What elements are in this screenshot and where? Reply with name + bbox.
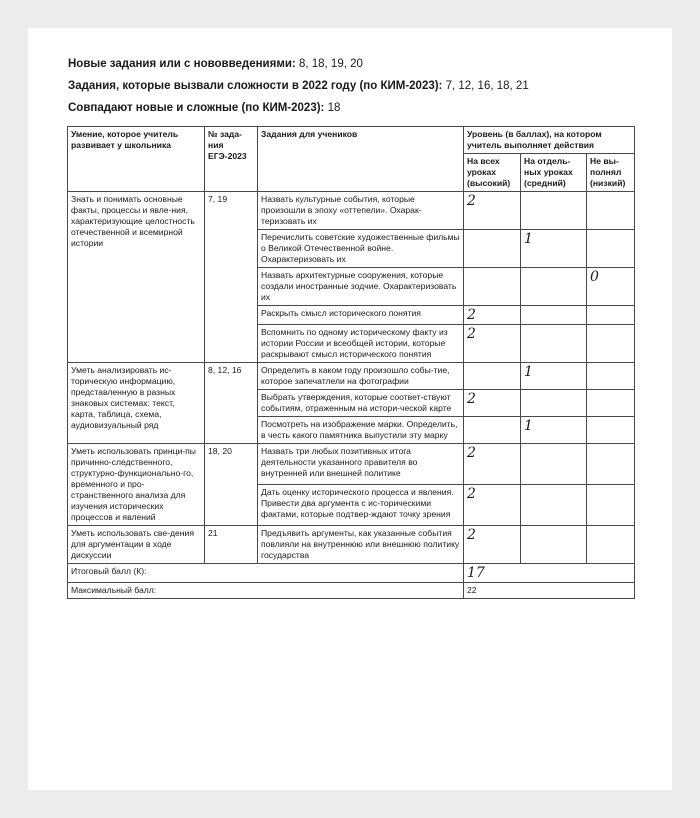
task-cell: Вспомнить по одному историческому факту из истории России и всеобщей истории, которые раскрывают смысл исторического понятия	[258, 325, 464, 363]
header-level: Уровень (в баллах), на котором учитель выполняет действия	[464, 127, 635, 154]
header-level-low: Не вы-полнял (низкий)	[587, 154, 635, 192]
total-score: 17	[464, 564, 635, 583]
task-cell: Назвать три любых позитивных итога деятельности указанного правителя во внутренней или внешней политике	[258, 444, 464, 485]
total-row	[68, 564, 635, 583]
intro-block	[68, 56, 668, 122]
score-mid	[521, 444, 587, 485]
intro-line-overlap	[68, 100, 668, 116]
intro-difficult-label: Задания, которые вызвали сложности в 2022 году (по КИМ-2023):	[68, 80, 443, 92]
score-high: 2	[464, 526, 521, 564]
task-number-cell: 21	[205, 526, 258, 564]
score-mid: 1	[521, 363, 587, 390]
score-low	[587, 444, 635, 485]
score-high	[464, 417, 521, 444]
score-mid	[521, 526, 587, 564]
score-mid	[521, 390, 587, 417]
table-row	[68, 192, 635, 230]
table-row	[68, 363, 635, 390]
header-level-mid: На отдель-ных уроках (средний)	[521, 154, 587, 192]
total-label: Итоговый балл (К):	[68, 564, 464, 583]
skill-cell: Уметь использовать све-дения для аргументации в ходе дискуссии	[68, 526, 205, 564]
score-low	[587, 485, 635, 526]
document-page	[28, 28, 672, 790]
score-mid: 1	[521, 230, 587, 268]
score-low	[587, 390, 635, 417]
score-high	[464, 363, 521, 390]
score-low	[587, 417, 635, 444]
table-row	[68, 444, 635, 485]
task-cell: Определить в каком году произошло собы-тие, которое запечатлели на фотографии	[258, 363, 464, 390]
skill-cell: Знать и понимать основные факты, процессы и явле-ния, характеризующие целостность отечественной и всемирной истории	[68, 192, 205, 363]
intro-difficult-value: 7, 12, 16, 18, 21	[445, 80, 529, 92]
task-cell: Назвать архитектурные сооружения, которые создали иностранные зодчие. Охарактеризовать их	[258, 268, 464, 306]
task-cell: Перечислить советские художественные фильмы о Великой Отечественной войне. Охарактеризовать их	[258, 230, 464, 268]
skill-cell: Уметь анализировать ис-торическую информацию, представленную в разных знаковых системах: текст, карта, таблица, схема, аудиовизуальный ряд	[68, 363, 205, 444]
max-row	[68, 583, 635, 599]
table-row	[68, 526, 635, 564]
task-cell: Выбрать утверждения, которые соответ-ствуют событиям, отраженным на истори-ческой карте	[258, 390, 464, 417]
score-low	[587, 230, 635, 268]
intro-line-difficult	[68, 78, 668, 94]
score-mid: 1	[521, 417, 587, 444]
header-tasks: Задания для учеников	[258, 127, 464, 192]
score-high: 2	[464, 306, 521, 325]
header-task-number: № зада-ния ЕГЭ-2023	[205, 127, 258, 192]
header-level-high: На всех уроках (высокий)	[464, 154, 521, 192]
score-low	[587, 526, 635, 564]
task-cell: Назвать культурные события, которые произошли в эпоху «оттепели». Охарак-теризовать их	[258, 192, 464, 230]
score-low	[587, 325, 635, 363]
score-high	[464, 268, 521, 306]
max-label: Максимальный балл:	[68, 583, 464, 599]
score-mid	[521, 485, 587, 526]
score-mid	[521, 268, 587, 306]
intro-overlap-value: 18	[327, 102, 341, 114]
intro-new-label: Новые задания или с нововведениями:	[68, 58, 296, 70]
header-skill: Умение, которое учитель развивает у школьника	[68, 127, 205, 192]
score-low	[587, 306, 635, 325]
task-cell: Дать оценку исторического процесса и явления. Привести два аргумента с ис-торическими фактами, которые подтвер-ждают точку зрения	[258, 485, 464, 526]
score-mid	[521, 306, 587, 325]
score-low	[587, 192, 635, 230]
task-number-cell: 18, 20	[205, 444, 258, 526]
task-cell: Раскрыть смысл исторического понятия	[258, 306, 464, 325]
score-high: 2	[464, 390, 521, 417]
score-mid	[521, 192, 587, 230]
score-low: 0	[587, 268, 635, 306]
intro-line-new	[68, 56, 668, 72]
score-low	[587, 363, 635, 390]
task-cell: Посмотреть на изображение марки. Определить, в честь какого памятника выпустили эту марку	[258, 417, 464, 444]
header-row-1	[68, 127, 635, 154]
max-score: 22	[464, 583, 635, 599]
score-high: 2	[464, 444, 521, 485]
task-number-cell: 8, 12, 16	[205, 363, 258, 444]
intro-overlap-label: Совпадают новые и сложные (по КИМ-2023):	[68, 102, 325, 114]
intro-new-value: 8, 18, 19, 20	[298, 58, 363, 70]
score-high: 2	[464, 485, 521, 526]
assessment-table	[67, 126, 635, 599]
score-mid	[521, 325, 587, 363]
task-cell: Предъявить аргументы, как указанные события повлияли на внутреннюю или внешнюю политику государства	[258, 526, 464, 564]
score-high: 2	[464, 192, 521, 230]
skill-cell: Уметь использовать принци-пы причинно-следственного, структурно-функционально-го, временного и про-странственного анализа для изучения исторических процессов и явлений	[68, 444, 205, 526]
score-high: 2	[464, 325, 521, 363]
score-high	[464, 230, 521, 268]
task-number-cell: 7, 19	[205, 192, 258, 363]
